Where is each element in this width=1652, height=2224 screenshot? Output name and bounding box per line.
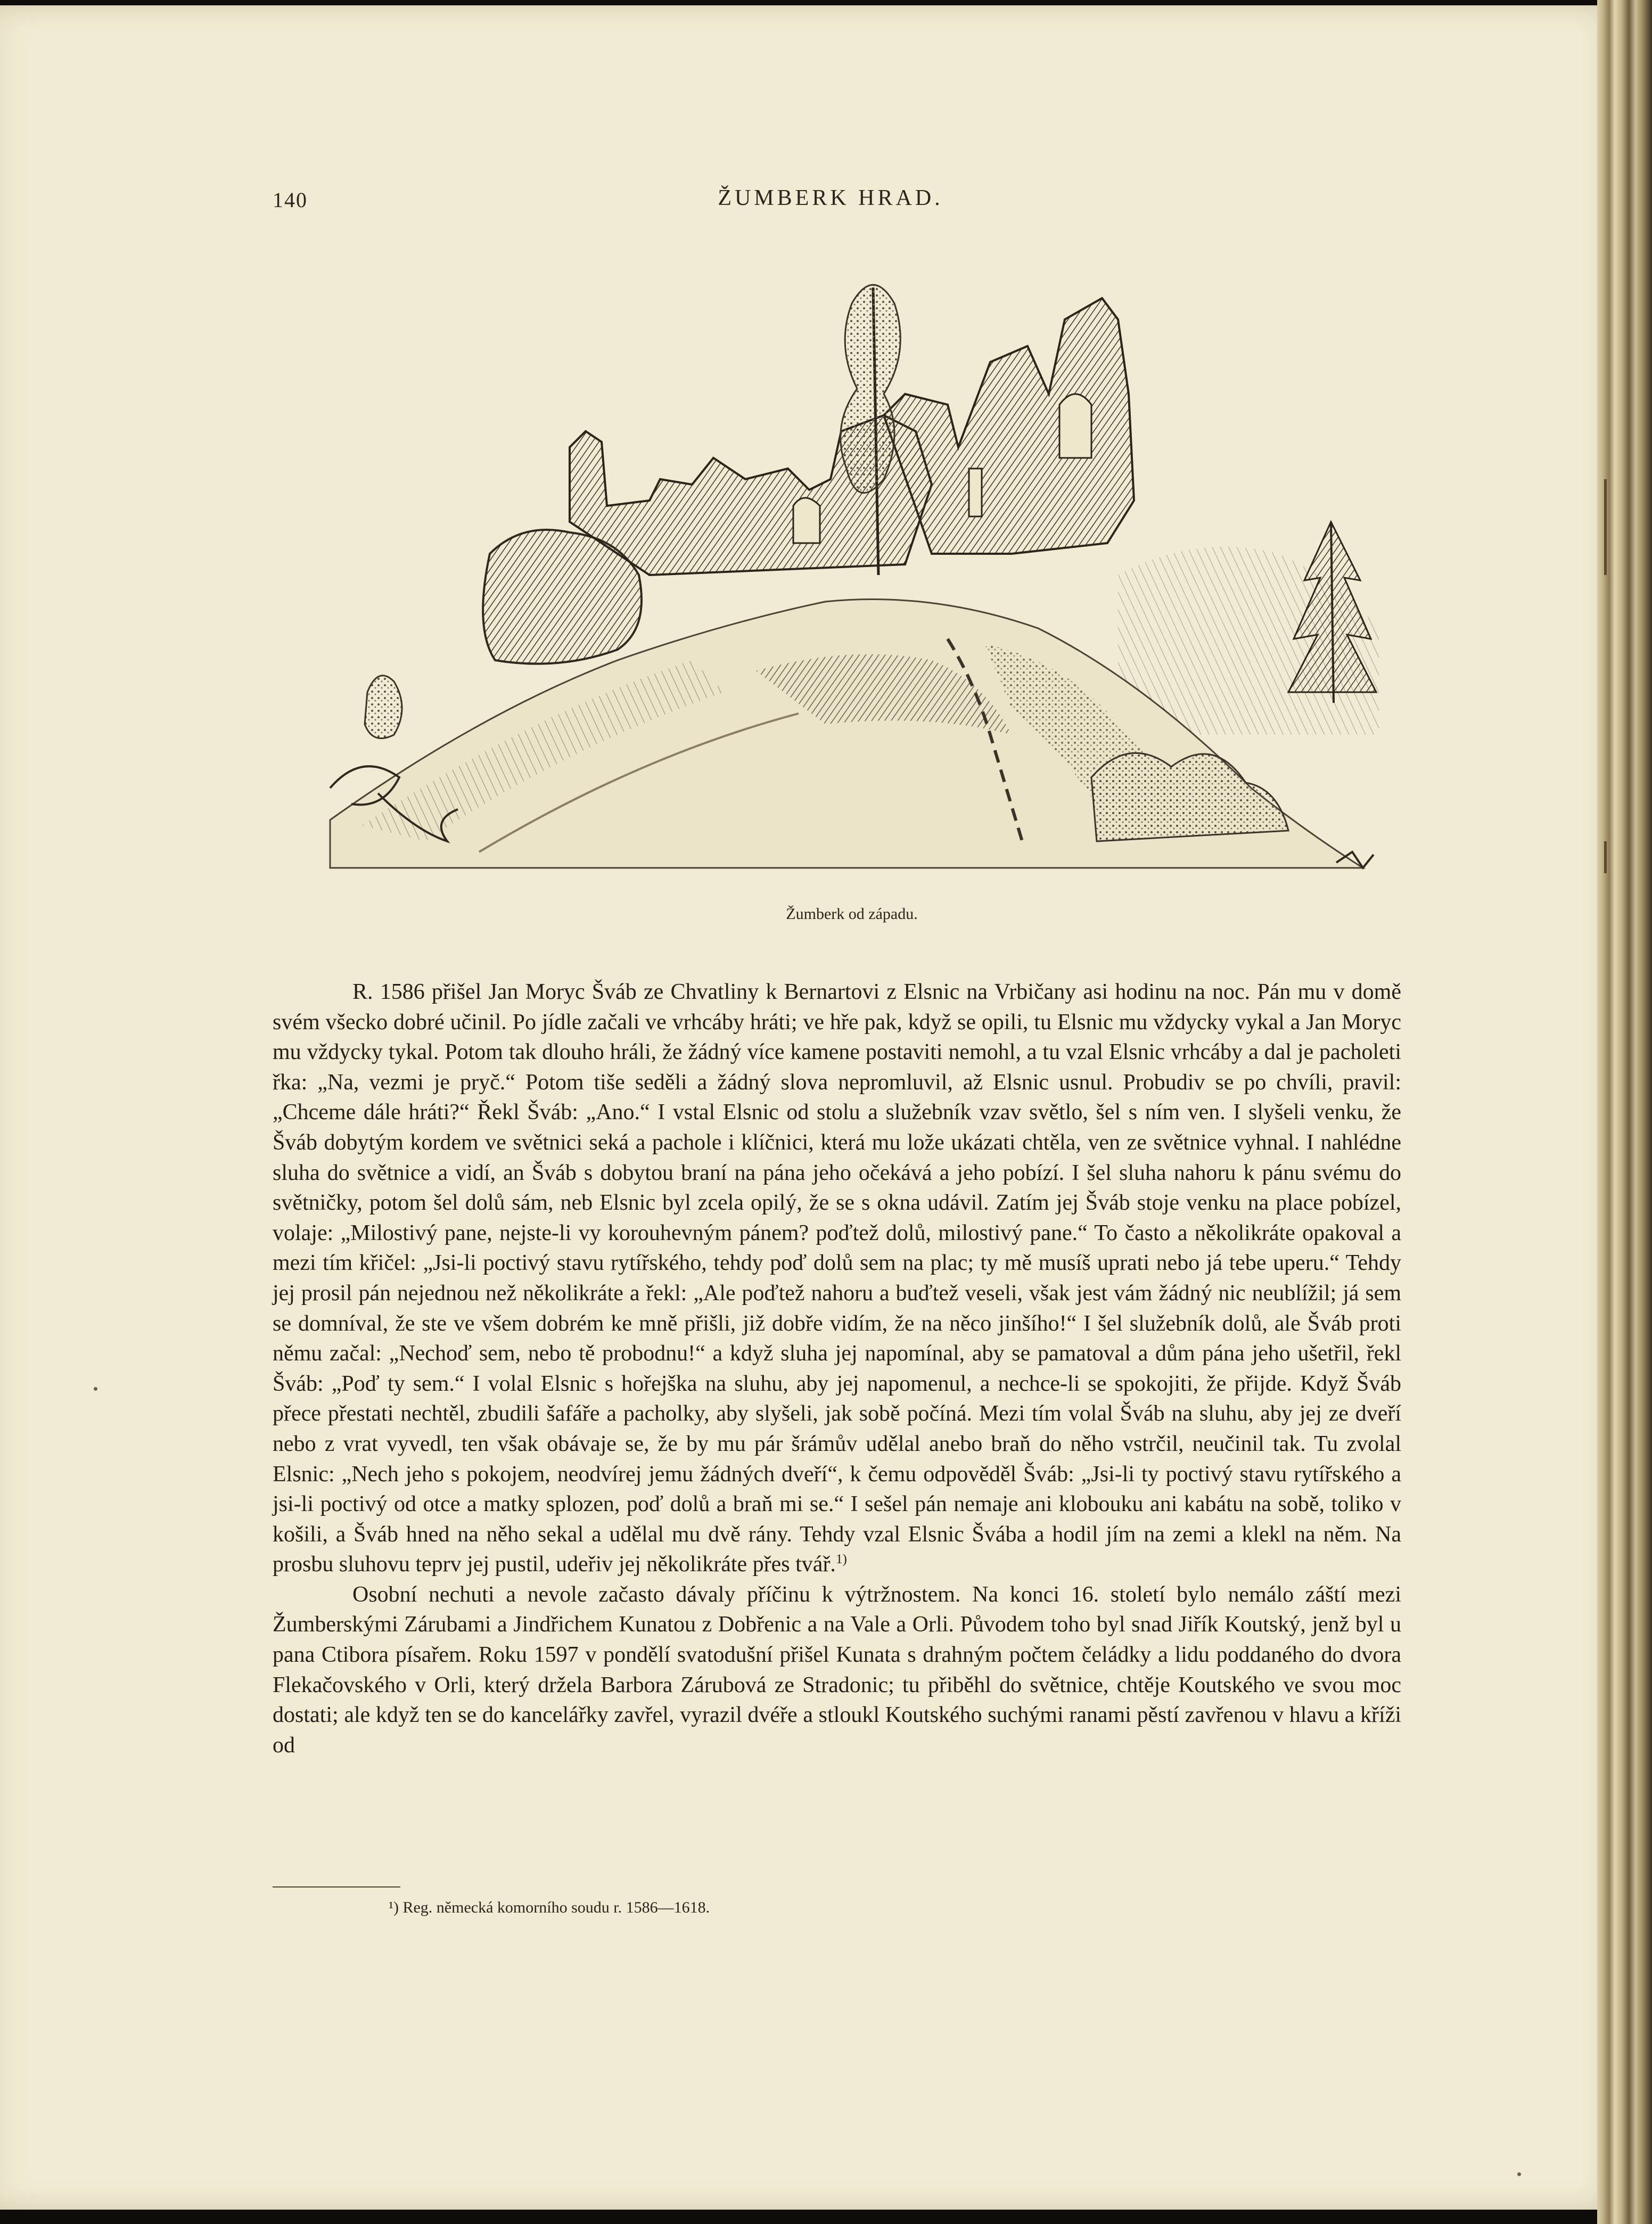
footnote-text: Reg. německá komorního soudu r. 1586—1618. — [402, 1899, 710, 1916]
castle-ruins-illustration — [319, 256, 1390, 894]
footnote-marker: ¹) — [389, 1899, 399, 1916]
paper-speck — [94, 1387, 97, 1391]
spine-mark — [1604, 479, 1607, 575]
small-tree-left — [365, 676, 402, 738]
page-number: 140 — [273, 188, 308, 212]
footnote-ref: 1) — [835, 1552, 847, 1567]
bushes-right — [1091, 753, 1288, 841]
spine-mark — [1604, 841, 1607, 873]
arrow-slit — [969, 469, 982, 516]
paragraph-2: Osobní nechuti a nevole začasto dávaly příčinu k výtržnostem. Na konci 16. století bylo nemálo záští mezi Žumberskými Zárubami a Jindřichem Kunatou z Dobřenic a na Vale a Orli. Původem toho byl snad Jiřík Koutský, jenž byl u pana Ctibora písařem. Roku 1597 v pondělí svatodušní přišel Kunata s drahným počtem čeládky a lidu poddaného do dvora Flekačovského v Orli, který držela Barbora Zárubová ze Stradonic; tu přiběhl do světnice, chtěje Koutského ve svou moc dostati; ale když ten se do kancelářky zavřel, vyrazil dvéře a stloukl Koutského suchými ranami pěstí zavřenou v hlavu a kříži od — [273, 1582, 1401, 1758]
footnote — [389, 1899, 710, 1917]
paper-speck — [1517, 2172, 1521, 2176]
paragraph-1-text: R. 1586 přišel Jan Moryc Šváb ze Chvatliny k Bernartovi z Elsnic na Vrbičany asi hodinu na noc. Pán mu v domě svém všecko dobré učinil. Po jídle začali ve vrhcáby hráti; ve hře pak, když se opili, tu Elsnic mu vždycky vykal a Jan Moryc mu vždycky tykal. Potom tak dlouho hráli, že žádný více kamene postaviti nemohl, a tu vzal Elsnic vrhcáby a dal je pacholeti řka: „Na, vezmi je pryč.“ Potom tiše seděli a žádný slova nepromluvil, až Elsnic usnul. Probudiv se po chvíli, pravil: „Chceme dále hráti?“ Řekl Šváb: „Ano.“ I vstal Elsnic od stolu a služebník vzav světlo, šel s ním ven. I slyšeli venku, že Šváb dobytým kordem ve světnici seká a pachole i klíčnici, která mu lože ukázati chtěla, ven ze světnice vyhnal. I nahlédne sluha do světnice a vidí, an Šváb s dobytou braní na pána jeho očekává a jeho pobízí. I šel sluha nahoru k pánu svému do světničky, potom šel dolů sám, neb Elsnic byl zcela opilý, že se s okna udávil. Zatím jej Šváb stoje venku na place pobízel, volaje: „Milostivý pane, nejste-li vy korouhevným pánem? poďtež dolů, milostivý pane.“ To často a několikráte opakoval a mezi tím křičel: „Jsi-li poctivý stavu rytířského, tehdy poď dolů sem na plac; ty mě musíš uprati nebo já tebe uperu.“ Tehdy jej prosil pán nejednou než několikráte a řekl: „Ale poďtež nahoru a buďtež veseli, však jest vám žádný nic neublížil; já sem se domníval, že ste ve všem dobrém ke mně přišli, již dobře vidím, že na něco jinšího!“ I šel služebník dolů, ale Šváb proti němu začal: „Nechoď sem, nebo tě probodnu!“ a když sluha jej napomínal, aby se pamatoval a dům pána jeho ušetřil, řekl Šváb: „Poď ty sem.“ I volal Elsnic s hořejška na sluhu, aby jej napomenul, a nechce-li se spokojiti, že přijde. Když Šváb přece přestati nechtěl, zbudili šafáře a pacholky, aby slyšeli, jak sobě počíná. Mezi tím volal Šváb na sluhu, aby jej ze dveří nebo z vrat vyvedl, ten však obávaje se, že by mu pár šrámův udělal anebo braň do něho vstrčil, neučinil tak. Tu zvolal Elsnic: „Nech jeho s pokojem, neodvírej jemu žádných dveří“, k čemu odpověděl Šváb: „Jsi-li ty poctivý stavu rytířského a jsi-li poctivý od otce a matky splozen, poď dolů a braň mi se.“ I sešel pán nemaje ani klobouku ani kabátu na sobě, toliko v košili, a Šváb hned na něho sekal a udělal mu dvě rány. Tehdy vzal Elsnic Švába a hodil jím na zemi a klekl na něm. Na prosbu sluhovu teprv jej pustil, udeřiv jej několikráte přes tvář. — [273, 980, 1401, 1577]
book-spine — [1597, 0, 1652, 2224]
running-head: ŽUMBERK HRAD. — [718, 186, 943, 210]
body-text — [273, 977, 1401, 1760]
footnote-rule — [273, 1886, 400, 1887]
wall-window — [793, 498, 820, 543]
figure-caption: Žumberk od západu. — [786, 905, 918, 923]
tower-window — [1059, 394, 1091, 458]
paragraph-1 — [273, 977, 1401, 1580]
castle-tower — [884, 298, 1134, 554]
